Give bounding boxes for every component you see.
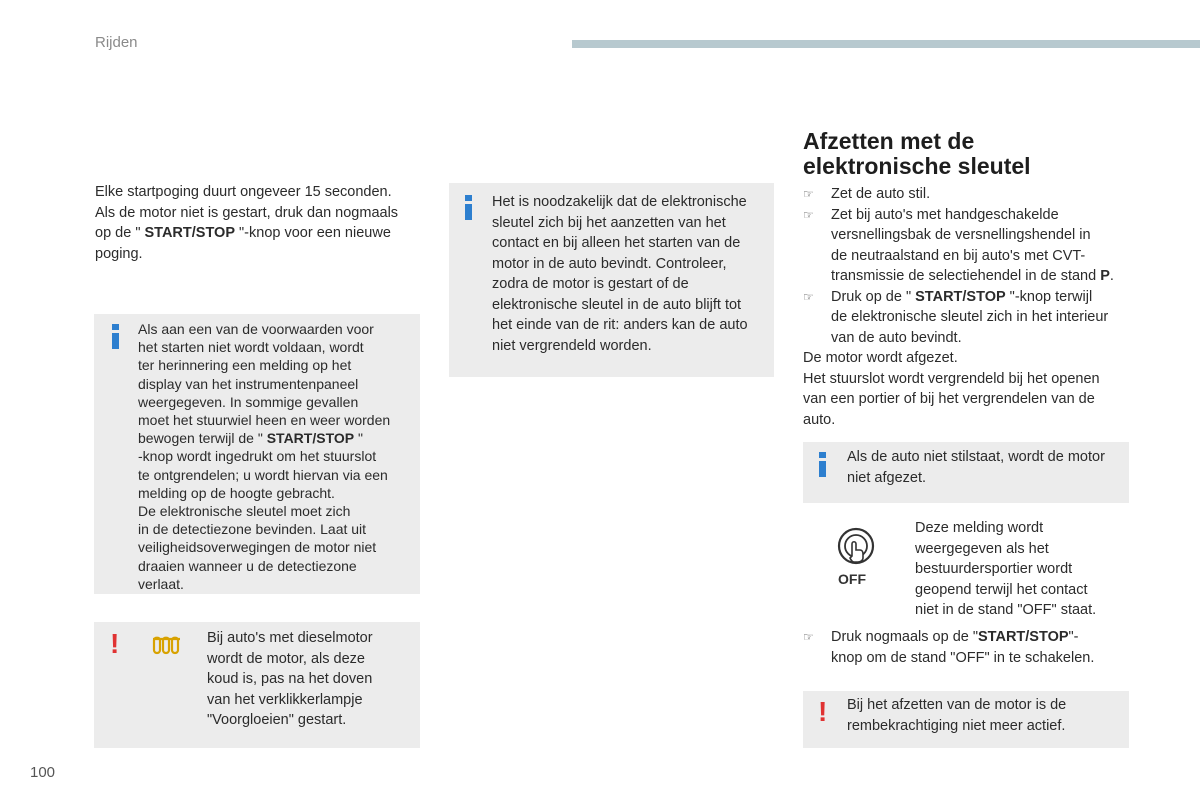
warning-box-brake-assist: [803, 691, 1129, 748]
warning-box-preheat: [94, 622, 420, 748]
pointing-hand-icon: ☞: [803, 187, 814, 201]
start-stop-off-icon: [836, 526, 878, 588]
step-item: ☞ Zet de auto stil.: [803, 184, 1133, 205]
section-title: Rijden: [95, 34, 138, 51]
page-number: 100: [30, 764, 56, 781]
info-text: Het is noodzakelijk dat de elektronische sleutel zich bij het aanzetten van het contact en bij alleen het starten van de motor in de auto bevindt. Controleer, zodra de motor is gestart of de elektronische sleutel in de auto blijft tot het einde van de rit: anders kan de auto niet vergrendeld worden.: [492, 194, 748, 354]
info-box-start-conditions: [94, 314, 420, 594]
shutdown-steps: ☞ Zet de auto stil. ☞ Zet bij auto's met handgeschakelde versnellingsbak de versnellingshendel in de neutraalstand en bij auto's met CVT- transmissie de selectiehendel in de stand P. ☞ Druk op de " START/STOP "-knop terwijl de elektronische sleutel zich in het interieur van de auto bevindt. De motor wordt afgezet. Het stuurslot wordt vergrendeld bij het openen van een portier of bij het vergrendelen van de auto.: [803, 184, 1133, 430]
glow-plug-icon: [152, 636, 182, 658]
pointing-hand-icon: ☞: [803, 630, 814, 644]
info-box-moving: [803, 442, 1129, 503]
step-item: ☞ Zet bij auto's met handgeschakelde versnellingsbak de versnellingshendel in de neutraalstand en bij auto's met CVT- transmissie de selectiehendel in de stand P.: [803, 206, 1114, 284]
step-item: ☞ Druk op de " START/STOP "-knop terwijl de elektronische sleutel zich in het interieur van de auto bevindt.: [803, 288, 1109, 346]
indicator-description: Deze melding wordt weergegeven als het bestuurdersportier wordt geopend terwijl het contact niet in de stand "OFF" staat.: [915, 520, 1097, 618]
info-text: Als de auto niet stilstaat, wordt de motor niet afgezet.: [847, 449, 1105, 486]
warning-icon: !: [110, 628, 120, 659]
header-bar: [572, 40, 1200, 48]
off-label: OFF: [838, 571, 866, 587]
warning-text: Bij het afzetten van de motor is de rembekrachtiging niet meer actief.: [847, 697, 1067, 734]
pointing-hand-icon: ☞: [803, 289, 814, 304]
warning-text: Bij auto's met dieselmotor wordt de motor, als deze koud is, pas na het doven van het verklikkerlampje "Voorgloeien" gestart.: [207, 630, 373, 728]
info-text: Als aan een van de voorwaarden voor het starten niet wordt voldaan, wordt ter herinnering een melding op het display van het instrumentenpaneel weergegeven. In sommige gevallen moet het stuurwiel heen en weer worden bewogen terwijl de " START/STOP " -knop wordt ingedrukt om het stuurslot te ontgrendelen; u wordt hiervan via een melding op de hoogte gebracht. De elektronische sleutel moet zich in de detectiezone bevinden. Laat uit veiligheidsoverwegingen de motor niet draaien wanneer u de detectiezone verlaat.: [138, 321, 391, 592]
warning-icon: !: [818, 696, 828, 727]
intro-paragraph: Elke startpoging duurt ongeveer 15 seconden. Als de motor niet is gestart, druk dan nogmaals op de " START/STOP "-knop voor een nieuwe poging.: [95, 184, 399, 262]
page-heading: Afzetten met de elektronische sleutel: [803, 128, 1031, 179]
info-box-key-presence: [449, 183, 774, 377]
pointing-hand-icon: ☞: [803, 207, 814, 222]
step-item-off: ☞ Druk nogmaals op de "START/STOP"- knop om de stand "OFF" in te schakelen.: [803, 629, 1095, 666]
